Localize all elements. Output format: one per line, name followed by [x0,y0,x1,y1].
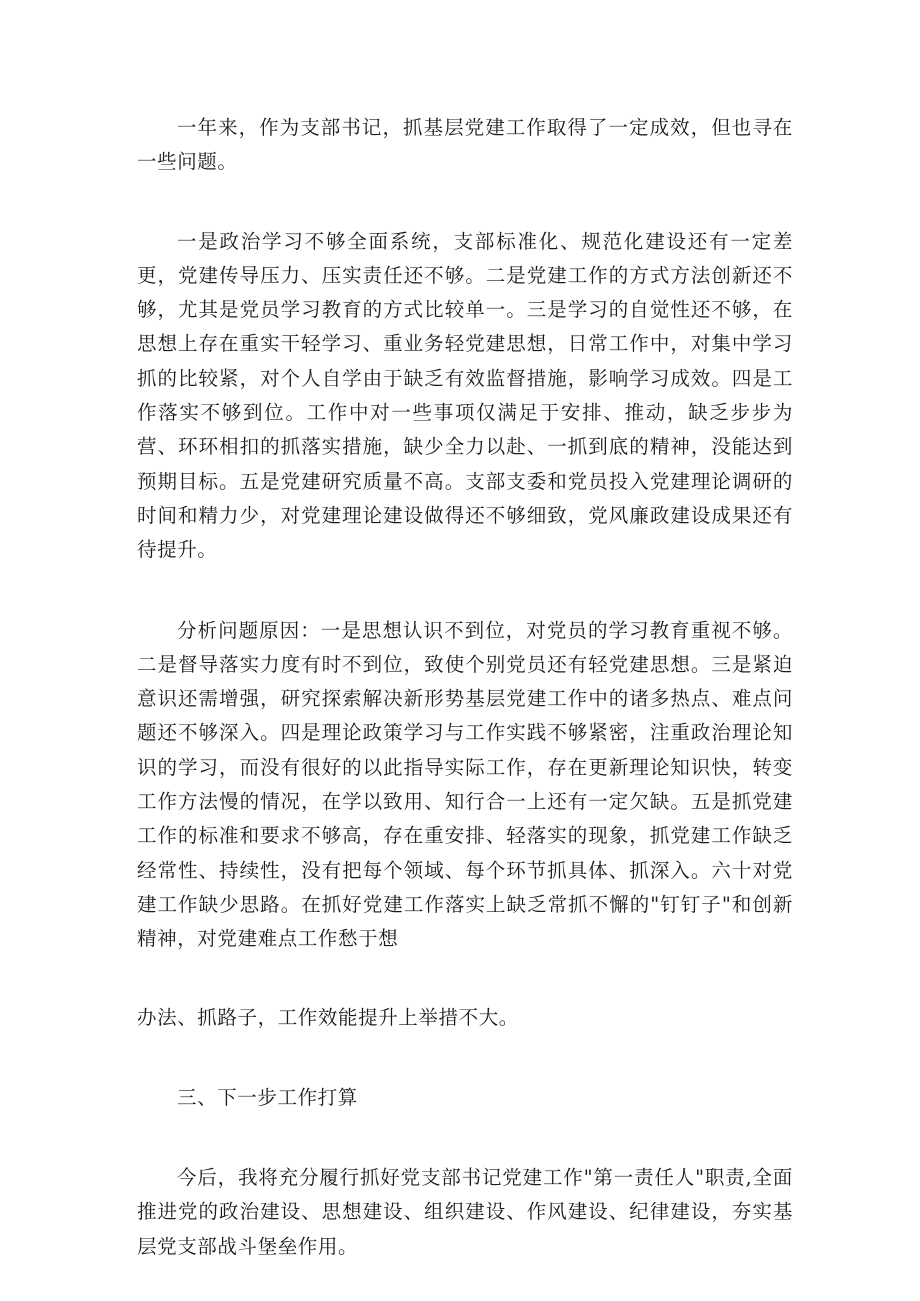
paragraph-plans: 今后，我将充分履行抓好党支部书记党建工作"第一责任人"职责,全面推进党的政治建设、思想建设、组织建设、作风建设、纪律建设，夯实基层党支部战斗堡垒作用。 [137,1166,793,1258]
document-body [137,111,793,1264]
paragraph-causes-continued: 办法、抓路子，工作效能提升上举措不大。 [137,1005,519,1029]
section-heading-next-steps: 三、下一步工作打算 [176,1085,358,1109]
paragraph-intro: 一年来，作为支部书记，抓基层党建工作取得了一定成效，但也寻在一些问题。 [137,116,793,174]
paragraph-causes: 分析问题原因：一是思想认识不到位，对党员的学习教育重视不够。二是督导落实力度有时不到位，致使个别党员还有轻党建思想。三是紧迫意识还需增强，研究探索解决新形势基层党建工作中的诸多热点、难点问题还不够深入。四是理论政策学习与工作实践不够紧密，注重政治理论知识的学习，而没有很好的以此指导实际工作，存在更新理论知识快，转变工作方法慢的情况，在学以致用、知行合一上还有一定欠缺。五是抓党建工作的标准和要求不够高，存在重安排、轻落实的现象，抓党建工作缺乏经常性、持续性，没有把每个领域、每个环节抓具体、抓深入。六十对党建工作缺少思路。在抓好党建工作落实上缺乏常抓不懈的"钉钉子"和创新精神，对党建难点工作愁于想 [137,618,793,951]
paragraph-problems: 一是政治学习不够全面系统，支部标准化、规范化建设还有一定差更，党建传导压力、压实责任还不够。二是党建工作的方式方法创新还不够，尤其是党员学习教育的方式比较单一。三是学习的自觉性还不够，在思想上存在重实干轻学习、重业务轻党建思想，日常工作中，对集中学习抓的比较紧，对个人自学由于缺乏有效监督措施，影响学习成效。四是工作落实不够到位。工作中对一些事项仅满足于安排、推动，缺乏步步为营、环环相扣的抓落实措施，缺少全力以赴、一抓到底的精神，没能达到预期目标。五是党建研究质量不高。支部支委和党员投入党建理论调研的时间和精力少，对党建理论建设做得还不够细致，党风廉政建设成果还有待提升。 [137,229,793,562]
